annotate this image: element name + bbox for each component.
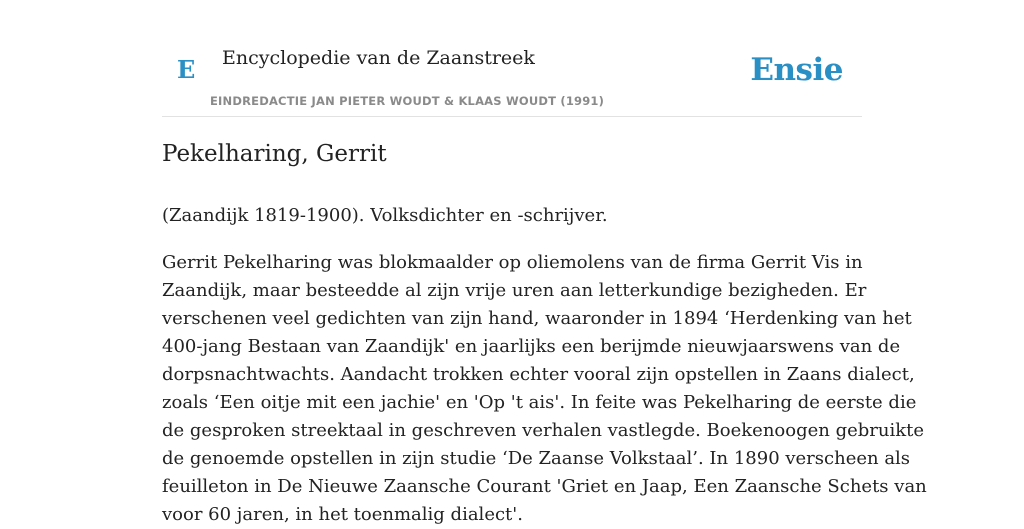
body-line: de genoemde opstellen in zijn studie ‘De Zaanse Volkstaal’. In 1890 verscheen als — [162, 448, 911, 469]
body-line: verschenen veel gedichten van zijn hand, waaronder in 1894 ‘Herdenking van het — [162, 308, 912, 329]
body-line: dorpsnachtwachts. Aandacht trokken echter vooral zijn opstellen in Zaans dialect, — [162, 364, 915, 385]
body-line: Gerrit Pekelharing was blokmaalder op oliemolens van de firma Gerrit Vis in — [162, 252, 863, 273]
body-line: 400-jang Bestaan van Zaandijk' en jaarlijks een berijmde nieuwjaarswens van de — [162, 336, 901, 357]
article-lead: (Zaandijk 1819-1900). Volksdichter en -schrijver. — [162, 205, 608, 226]
brand-logo[interactable]: Ensie — [750, 52, 843, 88]
body-line: voor 60 jaren, in het toenmalig dialect'. — [162, 504, 523, 525]
logo-icon[interactable]: E — [177, 55, 196, 84]
body-line: de gesproken streektaal in geschreven verhalen vastlegde. Boekenoogen gebruikte — [162, 420, 925, 441]
body-line: feuilleton in De Nieuwe Zaansche Courant 'Griet en Jaap, Een Zaansche Schets van — [162, 476, 927, 497]
site-header — [162, 0, 862, 117]
article-body — [162, 249, 927, 529]
article-title: Pekelharing, Gerrit — [162, 141, 387, 167]
body-line: Zaandijk, maar besteedde al zijn vrije uren aan letterkundige bezigheden. Er — [162, 280, 867, 301]
body-line: zoals ‘Een oitje mit een jachie' en 'Op 't ais'. In feite was Pekelharing de eerste die — [162, 392, 917, 413]
site-title[interactable]: Encyclopedie van de Zaanstreek — [222, 47, 535, 69]
editor-credits: EINDREDACTIE JAN PIETER WOUDT & KLAAS WOUDT (1991) — [210, 94, 605, 108]
article — [162, 136, 927, 529]
